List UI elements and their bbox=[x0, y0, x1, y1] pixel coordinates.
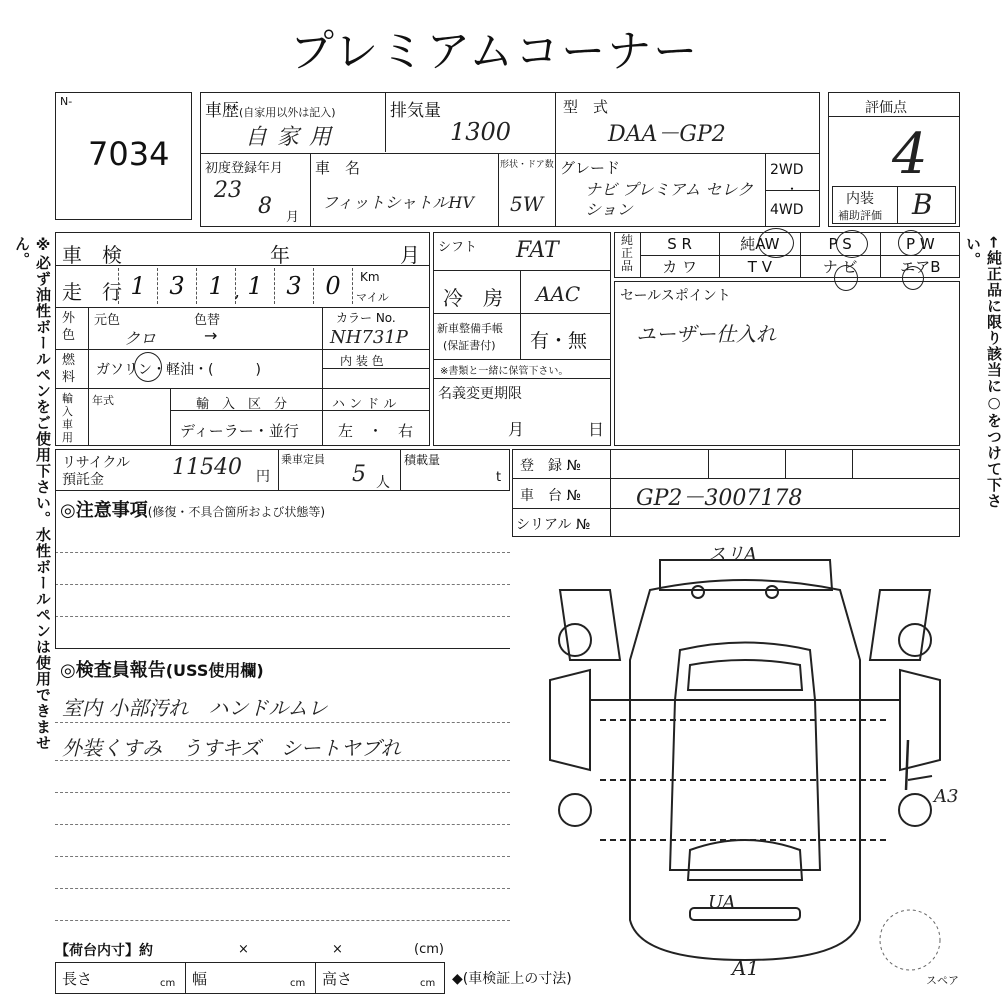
handle-label: ハ ン ド ル bbox=[332, 397, 397, 412]
sales-point-label: セールスポイント bbox=[620, 288, 731, 304]
interior-value: B bbox=[912, 188, 933, 221]
car-name-label: 車 名 bbox=[315, 159, 361, 177]
registration-label: 登 録 № bbox=[520, 458, 582, 474]
score-value: 4 bbox=[892, 122, 928, 187]
cargo-width: 幅 bbox=[192, 970, 208, 988]
spare-label: スペア bbox=[926, 974, 959, 987]
cargo-note: ◆(車検証上の寸法) bbox=[452, 971, 572, 987]
interior-color-label: 内 装 色 bbox=[340, 354, 384, 368]
damage-bottom: A1 bbox=[732, 956, 760, 980]
cargo-unit: (cm) bbox=[414, 942, 444, 957]
cargo-row bbox=[55, 962, 445, 994]
report-line1: 室内 小部汚れ ハンドルムレ bbox=[62, 696, 328, 720]
caution-heading: ◎注意事項(修復・不具合箇所および状態等) bbox=[60, 500, 326, 521]
equipment-item[interactable]: S R bbox=[640, 232, 720, 255]
drive-4wd: 4WD bbox=[770, 202, 804, 218]
exterior-orig-label: 元色 bbox=[94, 313, 121, 328]
car-name-value: フィットシャトルHV bbox=[322, 193, 474, 212]
capacity-unit: 人 bbox=[376, 475, 390, 491]
damage-top: スリA bbox=[708, 544, 757, 565]
body-value: 5W bbox=[510, 192, 544, 216]
recycle-value: 11540 bbox=[172, 455, 242, 480]
sales-point-value: ユーザー仕入れ bbox=[636, 322, 776, 346]
score-label: 評価点 bbox=[865, 100, 907, 116]
capacity-value: 5 bbox=[352, 462, 366, 487]
model-value: DAA－GP2 bbox=[608, 122, 726, 147]
history-label: 車歴(自家用以外は記入) bbox=[205, 101, 336, 121]
mileage-digit: 0 bbox=[314, 268, 353, 304]
cargo-length: 長さ bbox=[62, 970, 93, 988]
equipment-item[interactable]: T V bbox=[720, 255, 800, 278]
cargo-length-cm: cm bbox=[160, 978, 176, 989]
color-no-label: カラー No. bbox=[336, 311, 396, 325]
mileage-digit: 1 , bbox=[197, 268, 236, 304]
cargo-width-cm: cm bbox=[290, 978, 306, 989]
mileage-digit: 3 bbox=[158, 268, 197, 304]
mileage-digit: 1 bbox=[119, 268, 158, 304]
import-type-label: 輸 入 区 分 bbox=[196, 397, 288, 412]
mileage-km: Km bbox=[360, 270, 380, 284]
first-reg-label: 初度登録年月 bbox=[205, 161, 284, 176]
mileage-mile: マイル bbox=[356, 291, 389, 304]
damage-rear: UA bbox=[708, 892, 736, 913]
inspection-label: 車 検 bbox=[62, 243, 122, 267]
lot-number: 7034 bbox=[88, 135, 170, 173]
aircon-value: AAC bbox=[536, 282, 581, 306]
inspection-month: 月 bbox=[400, 243, 420, 267]
fuel-value: ガソリン・軽油・( ) bbox=[96, 362, 261, 378]
load-unit: t bbox=[496, 470, 502, 485]
first-reg-month-unit: 月 bbox=[286, 210, 300, 225]
exterior-label: 外色 bbox=[62, 311, 76, 343]
recycle-label1: リサイクル bbox=[62, 455, 131, 471]
aircon-label: 冷 房 bbox=[443, 286, 503, 310]
exterior-arrow: → bbox=[204, 326, 218, 345]
cargo-x2: × bbox=[332, 942, 343, 957]
shift-label: シフト bbox=[438, 240, 478, 255]
maintenance-value: 有・無 bbox=[530, 330, 588, 352]
exterior-change-label: 色替 bbox=[194, 313, 221, 328]
shift-value: FAT bbox=[516, 238, 559, 263]
mileage-digit: 1 bbox=[236, 268, 275, 304]
report-line2: 外装くすみ うすキズ シートヤブれ bbox=[62, 736, 401, 760]
interior-sub: 補助評価 bbox=[838, 209, 882, 222]
recycle-label2: 預託金 bbox=[62, 472, 104, 488]
name-change-label: 名義変更期限 bbox=[438, 386, 522, 402]
page-title: プレミアムコーナー bbox=[290, 26, 700, 77]
displacement-value: 1300 bbox=[450, 118, 512, 146]
displacement-label: 排気量 bbox=[390, 101, 441, 121]
equipment-side-note: ←純正品に限り該当に○をつけて下さい。 bbox=[964, 236, 1003, 509]
first-reg-year: 23 bbox=[214, 178, 242, 203]
equipment-item[interactable]: カ ワ bbox=[640, 255, 720, 278]
mileage-digit: 3 bbox=[275, 268, 314, 304]
import-type-value: ディーラー・並行 bbox=[180, 422, 299, 440]
cargo-height-cm: cm bbox=[420, 978, 436, 989]
chassis-label: 車 台 № bbox=[520, 488, 582, 504]
damage-right: A3 bbox=[934, 786, 959, 807]
import-year-label: 年式 bbox=[92, 394, 114, 407]
chassis-value: GP2－3007178 bbox=[636, 486, 803, 511]
cargo-label: 【荷台内寸】約 bbox=[55, 943, 153, 959]
model-label: 型 式 bbox=[563, 98, 609, 116]
import-label: 輸入車用 bbox=[62, 392, 73, 444]
mileage-comma: , bbox=[234, 281, 240, 302]
inspection-year: 年 bbox=[270, 243, 290, 267]
equipment-item[interactable]: ナ ビ bbox=[801, 255, 881, 278]
handle-value: 左 ・ 右 bbox=[338, 422, 414, 440]
left-note: ※必ず油性ボールペンをご使用下さい。水性ボールペンは使用できません。 bbox=[13, 236, 52, 751]
equipment-item[interactable]: 純AW bbox=[720, 232, 800, 255]
report-heading: ◎検査員報告(USS使用欄) bbox=[60, 660, 264, 681]
capacity-label: 乗車定員 bbox=[281, 453, 325, 466]
lot-box bbox=[55, 92, 192, 220]
sales-point-box bbox=[614, 281, 960, 446]
maintenance-label1: 新車整備手帳 bbox=[437, 322, 503, 335]
equipment-item[interactable]: エアB bbox=[900, 258, 941, 276]
mileage-label: 走 行 bbox=[62, 280, 122, 304]
grade-value: ナビ プレミアム セレクション bbox=[585, 180, 754, 219]
mileage-digits bbox=[118, 268, 354, 304]
body-label: 形状・ドア数 bbox=[500, 160, 554, 170]
cargo-x1: × bbox=[238, 942, 249, 957]
maintenance-note: ※書類と一緒に保管下さい。 bbox=[440, 366, 569, 377]
exterior-orig-value: クロ bbox=[124, 329, 157, 348]
equipment-side-label: 純正品 bbox=[621, 233, 634, 273]
equipment-item[interactable]: P W bbox=[906, 234, 935, 253]
lot-prefix: N- bbox=[60, 95, 73, 108]
first-reg-month: 8 bbox=[258, 194, 272, 219]
serial-label: シリアル № bbox=[516, 517, 591, 533]
drive-dot: ・ bbox=[786, 182, 799, 196]
color-no-value: NH731P bbox=[330, 327, 408, 348]
equipment-item[interactable]: P S bbox=[801, 232, 881, 255]
maintenance-label2: (保証書付) bbox=[443, 339, 496, 352]
load-label: 積載量 bbox=[404, 453, 441, 467]
cargo-height: 高さ bbox=[322, 970, 353, 988]
interior-label: 内装 bbox=[846, 191, 874, 207]
name-change-day: 日 bbox=[588, 420, 605, 439]
name-change-month: 月 bbox=[508, 420, 525, 439]
drive-2wd: 2WD bbox=[770, 162, 804, 178]
recycle-unit: 円 bbox=[256, 469, 270, 485]
history-value: 自家用 bbox=[245, 125, 342, 150]
grade-label: グレード bbox=[560, 159, 621, 177]
car-diagram bbox=[540, 540, 960, 980]
fuel-label: 燃料 bbox=[62, 353, 76, 385]
